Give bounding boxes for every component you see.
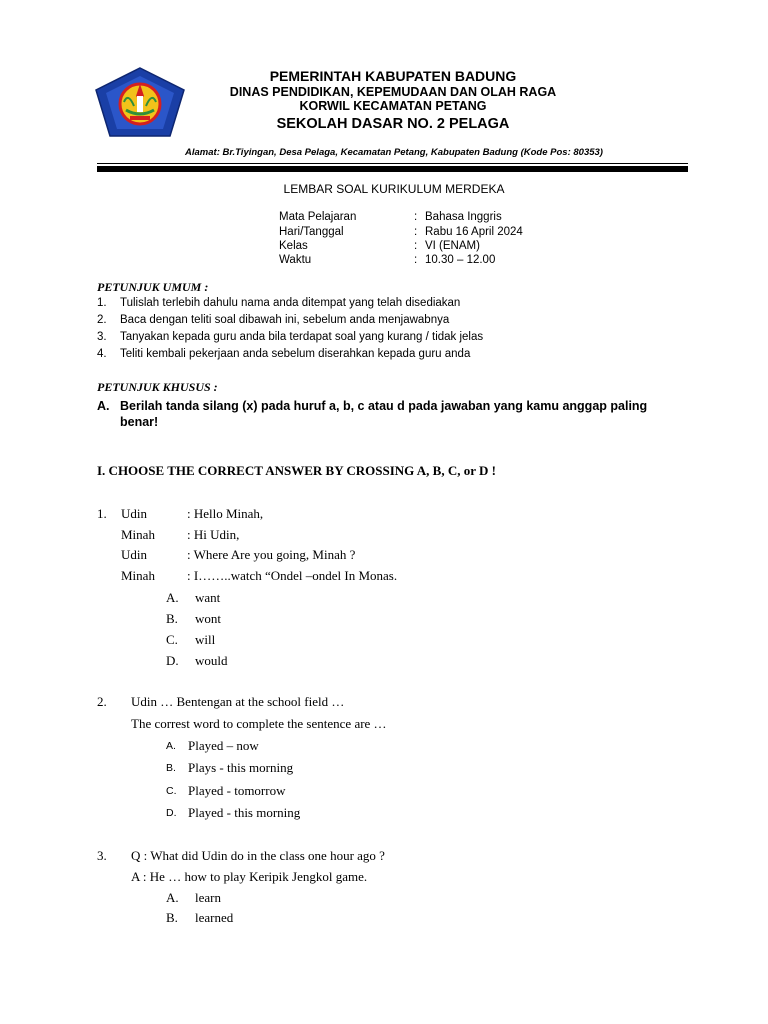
info-label: Mata Pelajaran xyxy=(279,211,357,223)
info-colon: : xyxy=(414,211,418,223)
option-text[interactable]: Plays - this morning xyxy=(188,760,294,775)
option-text[interactable]: will xyxy=(195,632,216,647)
dialog-speaker: Minah xyxy=(121,527,155,542)
question-number: 1. xyxy=(97,506,107,521)
letterhead-school-name: SEKOLAH DASAR NO. 2 PELAGA xyxy=(276,116,510,132)
header-divider-thin xyxy=(97,163,688,164)
option-letter[interactable]: B. xyxy=(166,910,178,925)
question-text: Q : What did Udin do in the class one hour ago ? xyxy=(131,848,385,863)
list-item: Teliti kembali pekerjaan anda sebelum diserahkan kepada guru anda xyxy=(120,348,471,360)
option-text[interactable]: want xyxy=(195,590,221,605)
option-letter[interactable]: C. xyxy=(166,785,177,797)
option-letter[interactable]: B. xyxy=(166,762,176,774)
instruction-text-line1: Berilah tanda silang (x) pada huruf a, b, c atau d pada jawaban yang kamu anggap paling xyxy=(120,399,648,413)
list-item: Tanyakan kepada guru anda bila terdapat soal yang kurang / tidak jelas xyxy=(120,331,484,343)
letterhead-government: PEMERINTAH KABUPATEN BADUNG xyxy=(269,68,517,84)
question-number: 2. xyxy=(97,694,107,709)
option-text[interactable]: Played - tomorrow xyxy=(188,783,286,798)
info-colon: : xyxy=(414,254,418,266)
info-label: Kelas xyxy=(279,240,308,252)
question-text: A : He … how to play Keripik Jengkol game. xyxy=(131,869,368,884)
info-label: Waktu xyxy=(279,254,312,266)
option-letter[interactable]: A. xyxy=(166,890,179,905)
option-text[interactable]: Played - this morning xyxy=(188,805,301,820)
list-item: Tulislah terlebih dahulu nama anda ditempat yang telah disediakan xyxy=(120,297,461,309)
list-number: 3. xyxy=(97,331,107,343)
info-value: Rabu 16 April 2024 xyxy=(425,226,523,238)
list-number: 1. xyxy=(97,297,107,309)
letterhead-department: DINAS PENDIDIKAN, KEPEMUDAAN DAN OLAH RAGA xyxy=(229,85,557,99)
option-letter[interactable]: C. xyxy=(166,632,178,647)
worksheet-title: LEMBAR SOAL KURIKULUM MERDEKA xyxy=(283,182,505,196)
info-value: 10.30 – 12.00 xyxy=(425,254,496,266)
dialog-line: : Hi Udin, xyxy=(187,527,240,542)
info-colon: : xyxy=(414,226,418,238)
list-item: Baca dengan teliti soal dibawah ini, sebelum anda menjawabnya xyxy=(120,314,450,326)
question-text: Udin … Bentengan at the school field … xyxy=(131,694,345,709)
question-number: 3. xyxy=(97,848,107,863)
general-instructions-heading: PETUNJUK UMUM : xyxy=(97,280,209,294)
option-text[interactable]: Played – now xyxy=(188,738,259,753)
dialog-line: : Where Are you going, Minah ? xyxy=(187,547,356,562)
option-text[interactable]: wont xyxy=(195,611,221,626)
letterhead-district: KORWIL KECAMATAN PETANG xyxy=(299,99,487,113)
special-instructions-heading: PETUNJUK KHUSUS : xyxy=(97,380,218,394)
instruction-text-line2: benar! xyxy=(120,415,159,429)
question-text: The correst word to complete the sentence are … xyxy=(131,716,387,731)
list-number: 2. xyxy=(97,314,107,326)
info-label: Hari/Tanggal xyxy=(279,226,344,238)
info-value: VI (ENAM) xyxy=(425,240,480,252)
option-letter[interactable]: D. xyxy=(166,653,179,668)
instruction-letter: A. xyxy=(97,399,110,413)
option-letter[interactable]: D. xyxy=(166,807,177,819)
school-district-logo xyxy=(94,66,186,138)
header-divider-thick xyxy=(97,166,688,172)
option-text[interactable]: learned xyxy=(195,910,234,925)
dialog-line: : Hello Minah, xyxy=(187,506,264,521)
dialog-speaker: Minah xyxy=(121,568,155,583)
option-letter[interactable]: A. xyxy=(166,740,176,752)
info-value: Bahasa Inggris xyxy=(425,211,502,223)
option-letter[interactable]: B. xyxy=(166,611,178,626)
option-text[interactable]: would xyxy=(195,653,228,668)
option-text[interactable]: learn xyxy=(195,890,221,905)
list-number: 4. xyxy=(97,348,107,360)
option-letter[interactable]: A. xyxy=(166,590,179,605)
dialog-speaker: Udin xyxy=(121,506,147,521)
school-address: Alamat: Br.Tiyingan, Desa Pelaga, Kecamatan Petang, Kabupaten Badung (Kode Pos: 80353) xyxy=(185,147,603,158)
dialog-speaker: Udin xyxy=(121,547,147,562)
section-title: I. CHOOSE THE CORRECT ANSWER BY CROSSING A, B, C, or D ! xyxy=(97,463,496,478)
info-colon: : xyxy=(414,240,418,252)
dialog-line: : I……..watch “Ondel –ondel In Monas. xyxy=(187,568,398,583)
